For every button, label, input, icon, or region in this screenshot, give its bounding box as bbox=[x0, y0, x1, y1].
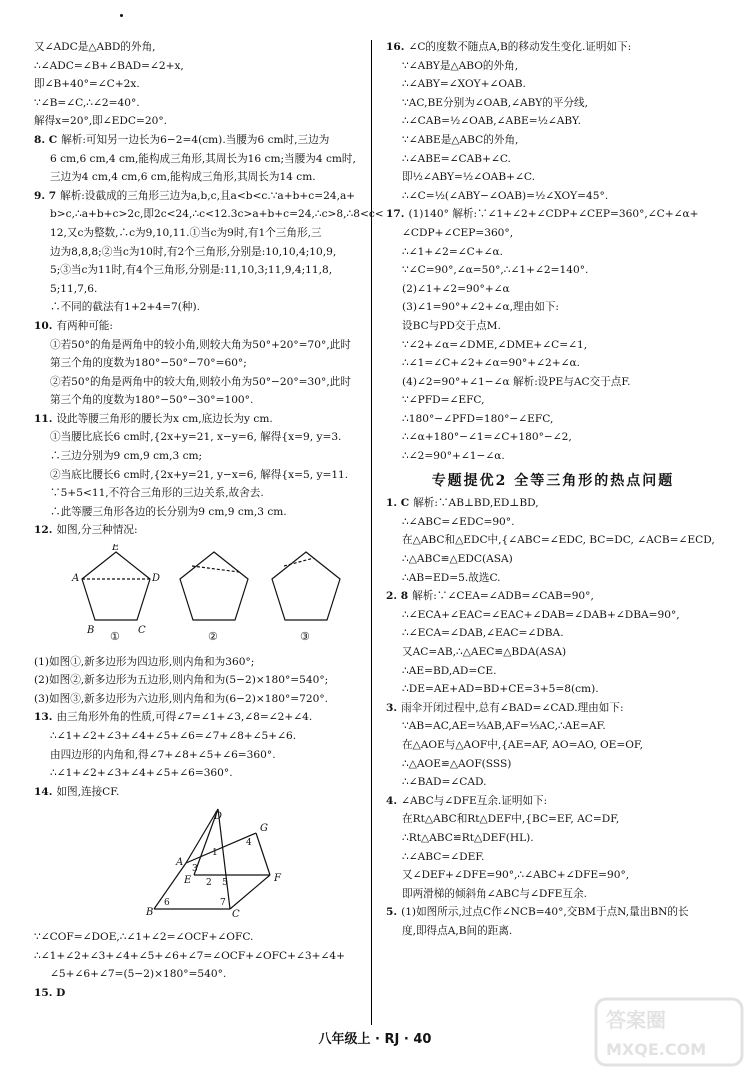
question-number: 2. 8 bbox=[386, 590, 409, 603]
vertex-label: D bbox=[152, 573, 161, 585]
question-number: 12. bbox=[34, 524, 53, 537]
segment-FG bbox=[256, 833, 270, 875]
text-line: ∴△ABC≌△EDC(ASA) bbox=[402, 553, 513, 566]
ink-dot bbox=[120, 14, 123, 17]
text-line: ∴∠ABY=∠XOY+∠OAB. bbox=[402, 78, 526, 91]
question-number: 1. C bbox=[386, 497, 410, 510]
q9 bbox=[34, 187, 384, 317]
svg-text:答案圈: 答案圈 bbox=[606, 1008, 666, 1032]
angle-label: 6 bbox=[164, 898, 170, 909]
text-line: ∵AB=AC,AE=⅓AB,AF=⅓AC,∴AE=AF. bbox=[402, 720, 606, 733]
text-line: 三边为4 cm,4 cm,6 cm,能构成三角形,其周长为14 cm. bbox=[50, 171, 316, 184]
text-line: 雨伞开闭过程中,总有∠BAD=∠CAD.理由如下: bbox=[401, 701, 624, 714]
text-line: ①若50°的角是两角中的较小角,则较大角为50°+20°=70°,此时 bbox=[50, 338, 351, 351]
vertex-label: F bbox=[274, 873, 281, 885]
vertex-label: B bbox=[87, 625, 95, 637]
pentagon-1 bbox=[82, 552, 150, 620]
text-line: 解析:∵∠CEA=∠ADB=∠CAB=90°, bbox=[412, 590, 594, 603]
segment-CF bbox=[230, 875, 270, 909]
text-line: (4)∠2=90°+∠1−∠α 解析:设PE与AC交于点F. bbox=[402, 375, 631, 388]
text-line: ∴∠ADC=∠B+∠BAD=∠2+x, bbox=[34, 59, 184, 72]
text-line: (3)如图③,新多边形为六边形,则内角和为(6−2)×180°=720°. bbox=[34, 692, 329, 705]
text-line: 即∠B+40°=∠C+2x. bbox=[34, 78, 140, 91]
text-line: ∴∠α+180°−∠1=∠C+180°−∠2, bbox=[402, 431, 572, 444]
text-line: ∵∠2+∠α=∠DME,∠DME+∠C=∠1, bbox=[402, 338, 588, 351]
text-line: ∴AB=ED=5.故选C. bbox=[402, 571, 501, 584]
text-line: (3)∠1=90°+∠2+∠α,理由如下: bbox=[402, 301, 559, 314]
section-title: 专题提优2 全等三角形的热点问题 bbox=[431, 472, 675, 489]
equation-system: 在△ABC和△EDC中,{∠ABC=∠EDC, BC=DC, ∠ACB=∠ECD, bbox=[402, 534, 715, 547]
text-line: (1)140° 解析:∵∠1+∠2+∠CDP+∠CEP=360°,∠C+∠α+ bbox=[408, 208, 699, 221]
text-line: ∴AE=BD,AD=CE. bbox=[402, 664, 497, 677]
text-line: 由三角形外角的性质,可得∠7=∠1+∠3,∠8=∠2+∠4. bbox=[56, 711, 313, 724]
pentagon-figures bbox=[34, 544, 344, 642]
text-line: ∴∠ECA=∠DAB,∠EAC=∠DBA. bbox=[402, 627, 564, 640]
text-line: ∴∠ECA+∠EAC=∠EAC+∠DAB=∠DAB+∠DBA=90°, bbox=[402, 608, 680, 621]
q10 bbox=[34, 317, 364, 410]
vertex-label: E bbox=[112, 544, 120, 554]
text-line: 解得x=20°,即∠EDC=20°. bbox=[34, 115, 168, 128]
vertex-label: C bbox=[232, 909, 240, 918]
text-line: b>c,∴a+b+c>2c,即2c<24,∴c<12.3c>a+b+c=24,∴c>8,∴8<c< bbox=[50, 208, 384, 221]
q8 bbox=[34, 131, 364, 187]
s5 bbox=[386, 903, 720, 940]
text-line: ∴∠1+∠2+∠3+∠4+∠5+∠6+∠7=∠OCF+∠OFC+∠3+∠4+ bbox=[34, 949, 345, 962]
text-line: ∠C的度数不随点A,B的移动发生变化.证明如下: bbox=[408, 41, 632, 53]
star-quadrilateral-figure bbox=[34, 805, 344, 917]
text-line: ∴DE=AE+AD=BD+CE=3+5=8(cm). bbox=[402, 683, 599, 696]
text-line: 即½∠ABY=½∠OAB+∠C. bbox=[402, 171, 535, 184]
text-line: 度,即得点A,B间的距离. bbox=[402, 924, 513, 937]
q12 bbox=[34, 521, 364, 708]
equation-system: 在△AOE与△AOF中,{AE=AF, AO=AO, OE=OF, bbox=[402, 738, 643, 751]
question-number: 5. bbox=[386, 906, 398, 919]
figure-number: ① bbox=[110, 630, 120, 643]
text-line: (1)如图所示,过点C作∠NCB=40°,交BM于点N,量出BN的长 bbox=[401, 906, 689, 919]
text-line: ∴△AOE≌△AOF(SSS) bbox=[402, 757, 512, 770]
text-line: 由四边形的内角和,得∠7+∠8+∠5+∠6=360°. bbox=[50, 748, 276, 761]
text-line: ∵AC,BE分别为∠OAB,∠ABY的平分线, bbox=[402, 96, 589, 109]
angle-label: 2 bbox=[206, 878, 212, 889]
vertex-label: D bbox=[214, 811, 223, 823]
text-line: ∵∠COF=∠DOE,∴∠1+∠2=∠OCF+∠OFC. bbox=[34, 930, 254, 943]
figure-number: ② bbox=[208, 630, 218, 643]
question-number: 10. bbox=[34, 319, 53, 332]
question-number: 14. bbox=[34, 785, 53, 798]
text-line: ∴∠1+∠2=∠C+∠α. bbox=[402, 245, 503, 258]
text-line: 5;11,7,6. bbox=[50, 282, 98, 295]
angle-label: 1 bbox=[212, 848, 218, 859]
figure-number: ③ bbox=[300, 630, 310, 643]
text-line: 又∠DEF+∠DFE=90°,∴∠ABC+∠DFE=90°, bbox=[402, 869, 630, 882]
text-line: 即两滑梯的倾斜角∠ABC与∠DFE互余. bbox=[402, 887, 587, 900]
text-line: ∠ABC与∠DFE互余.证明如下: bbox=[401, 794, 548, 807]
right-column bbox=[386, 38, 720, 941]
text-line: ∵∠ABE是△ABC的外角, bbox=[402, 133, 519, 146]
equation-system: 在Rt△ABC和Rt△DEF中,{BC=EF, AC=DF, bbox=[402, 813, 620, 826]
text-line: (1)如图①,新多边形为四边形,则内角和为360°; bbox=[34, 655, 255, 668]
text-line: (2)如图②,新多边形为五边形,则内角和为(5−2)×180°=540°; bbox=[34, 674, 329, 687]
pentagon-2 bbox=[180, 552, 248, 620]
text-line: ②若50°的角是两角中的较大角,则较小角为50°−20°=30°,此时 bbox=[50, 375, 351, 388]
cut-line-3 bbox=[284, 558, 314, 566]
angle-label: 5 bbox=[222, 878, 228, 889]
svg-text:MXQE.COM: MXQE.COM bbox=[606, 1040, 707, 1059]
segment-DC bbox=[218, 809, 230, 909]
q11 bbox=[34, 410, 364, 522]
text-line: (2)∠1+∠2=90°+∠α bbox=[402, 282, 510, 295]
equation-system: ①当腰比底长6 cm时,{2x+y=21, x−y=6, 解得{x=9, y=3. bbox=[50, 431, 342, 444]
text-line: ∴∠1+∠2+∠3+∠4+∠5+∠6=360°. bbox=[50, 767, 233, 780]
text-line: 设此等腰三角形的腰长为x cm,底边长为y cm. bbox=[56, 412, 273, 425]
vertex-label: A bbox=[72, 573, 80, 585]
text-line: ∴∠ABC=∠EDC=90°. bbox=[402, 515, 515, 528]
s2 bbox=[386, 587, 720, 699]
text-line: 又∠ADC是△ABD的外角, bbox=[34, 41, 156, 53]
text-line: 5;③当c为11时,有4个三角形,分别是:11,10,3;11,9,4;11,8, bbox=[50, 264, 333, 277]
text-line: 12,又c为整数,∴c为9,10,11.①当c为9时,有1个三角形,三 bbox=[50, 226, 322, 239]
text-line: 第三个角的度数为180°−50°−70°=60°; bbox=[50, 357, 247, 370]
segment-AB bbox=[154, 863, 186, 909]
q7-continuation bbox=[34, 38, 364, 131]
text-line: 解析:∵AB⊥BD,ED⊥BD, bbox=[413, 497, 539, 510]
text-line: ∠5+∠6+∠7=(5−2)×180°=540°. bbox=[50, 968, 227, 981]
watermark-logo bbox=[594, 997, 744, 1067]
q15 bbox=[34, 984, 364, 1003]
text-line: ∵5+5<11,不符合三角形的三边关系,故舍去. bbox=[50, 487, 264, 500]
question-number: 3. bbox=[386, 701, 398, 714]
text-line: 6 cm,6 cm,4 cm,能构成三角形,其周长为16 cm;当腰为4 cm时, bbox=[50, 152, 356, 165]
vertex-label: C bbox=[138, 625, 146, 637]
text-line: ∴∠2=90°+∠1−∠α. bbox=[402, 450, 505, 463]
text-line: 如图,分三种情况: bbox=[56, 524, 138, 537]
text-line: 解析:可知另一边长为6−2=4(cm).当腰为6 cm时,三边为 bbox=[61, 133, 330, 146]
text-line: ∴∠CAB=½∠OAB,∠ABE=½∠ABY. bbox=[402, 115, 581, 128]
q17 bbox=[386, 205, 720, 465]
column-divider bbox=[371, 40, 372, 1025]
text-line: ∴Rt△ABC≌Rt△DEF(HL). bbox=[402, 831, 534, 844]
vertex-label: G bbox=[260, 823, 268, 835]
text-line: 边为8,8,8;②当c为10时,有2个三角形,分别是:10,10,4;10,9, bbox=[50, 245, 337, 258]
text-line: ∴三边分别为9 cm,9 cm,3 cm; bbox=[50, 450, 203, 463]
pentagon-3 bbox=[272, 552, 340, 620]
q13 bbox=[34, 708, 364, 782]
question-number: 17. bbox=[386, 208, 405, 221]
vertex-label: E bbox=[184, 875, 192, 887]
text-line: ∵∠ABY是△ABO的外角, bbox=[402, 59, 519, 72]
question-number: 8. C bbox=[34, 133, 58, 146]
question-number: 11. bbox=[34, 412, 53, 425]
q14 bbox=[34, 783, 364, 984]
question-number: 13. bbox=[34, 711, 53, 724]
text-line: ∴∠BAD=∠CAD. bbox=[402, 776, 487, 789]
s3 bbox=[386, 699, 720, 792]
equation-system: ②当底比腰长6 cm时,{2x+y=21, y−x=6, 解得{x=5, y=11. bbox=[50, 468, 349, 481]
text-line: 如图,连接CF. bbox=[56, 785, 120, 798]
text-line: 有两种可能: bbox=[56, 319, 113, 332]
question-number: 4. bbox=[386, 794, 398, 807]
angle-label: 3 bbox=[192, 864, 198, 875]
text-line: ∴不同的截法有1+2+4=7(种). bbox=[50, 301, 200, 314]
text-line: ∴∠ABE=∠CAB+∠C. bbox=[402, 152, 511, 165]
text-line: ∵∠B=∠C,∴∠2=40°. bbox=[34, 96, 140, 109]
angle-label: 7 bbox=[220, 898, 226, 909]
text-line: ∵∠PFD=∠EFC, bbox=[402, 394, 485, 407]
s4 bbox=[386, 792, 720, 904]
text-line: ∵∠C=90°,∠α=50°,∴∠1+∠2=140°. bbox=[402, 264, 589, 277]
text-line: ∴∠ABC=∠DEF. bbox=[402, 850, 485, 863]
text-line: 第三个角的度数为180°−50°−30°=100°. bbox=[50, 394, 254, 407]
text-line: ∴此等腰三角形各边的长分别为9 cm,9 cm,3 cm. bbox=[50, 505, 287, 518]
text-line: 解析:设截成的三角形三边为a,b,c,且a<b<c.∵a+b+c=24,a+ bbox=[60, 189, 356, 202]
page-footer: 八年级上 · RJ · 40 bbox=[318, 1032, 432, 1047]
q16 bbox=[386, 38, 720, 205]
vertex-label: A bbox=[176, 857, 184, 869]
question-number: 9. 7 bbox=[34, 189, 57, 202]
text-line: ∠CDP+∠CEP=360°, bbox=[402, 226, 514, 239]
text-line: 又AC=AB,∴△AEC≌△BDA(ASA) bbox=[402, 646, 567, 658]
question-number: 15. D bbox=[34, 986, 66, 999]
vertex-label: B bbox=[146, 907, 154, 918]
angle-label: 4 bbox=[246, 838, 252, 849]
text-line: ∴180°−∠PFD=180°−∠EFC, bbox=[402, 412, 554, 425]
text-line: 设BC与PD交于点M. bbox=[402, 319, 501, 332]
text-line: ∴∠1+∠2+∠3+∠4+∠5+∠6=∠7+∠8+∠5+∠6. bbox=[50, 730, 297, 742]
text-line: ∴∠1=∠C+∠2+∠α=90°+∠2+∠α. bbox=[402, 357, 581, 370]
left-column bbox=[34, 38, 384, 1002]
question-number: 16. bbox=[386, 41, 405, 53]
s1 bbox=[386, 494, 720, 587]
text-line: ∴∠C=½(∠ABY−∠OAB)=½∠XOY=45°. bbox=[402, 189, 609, 202]
